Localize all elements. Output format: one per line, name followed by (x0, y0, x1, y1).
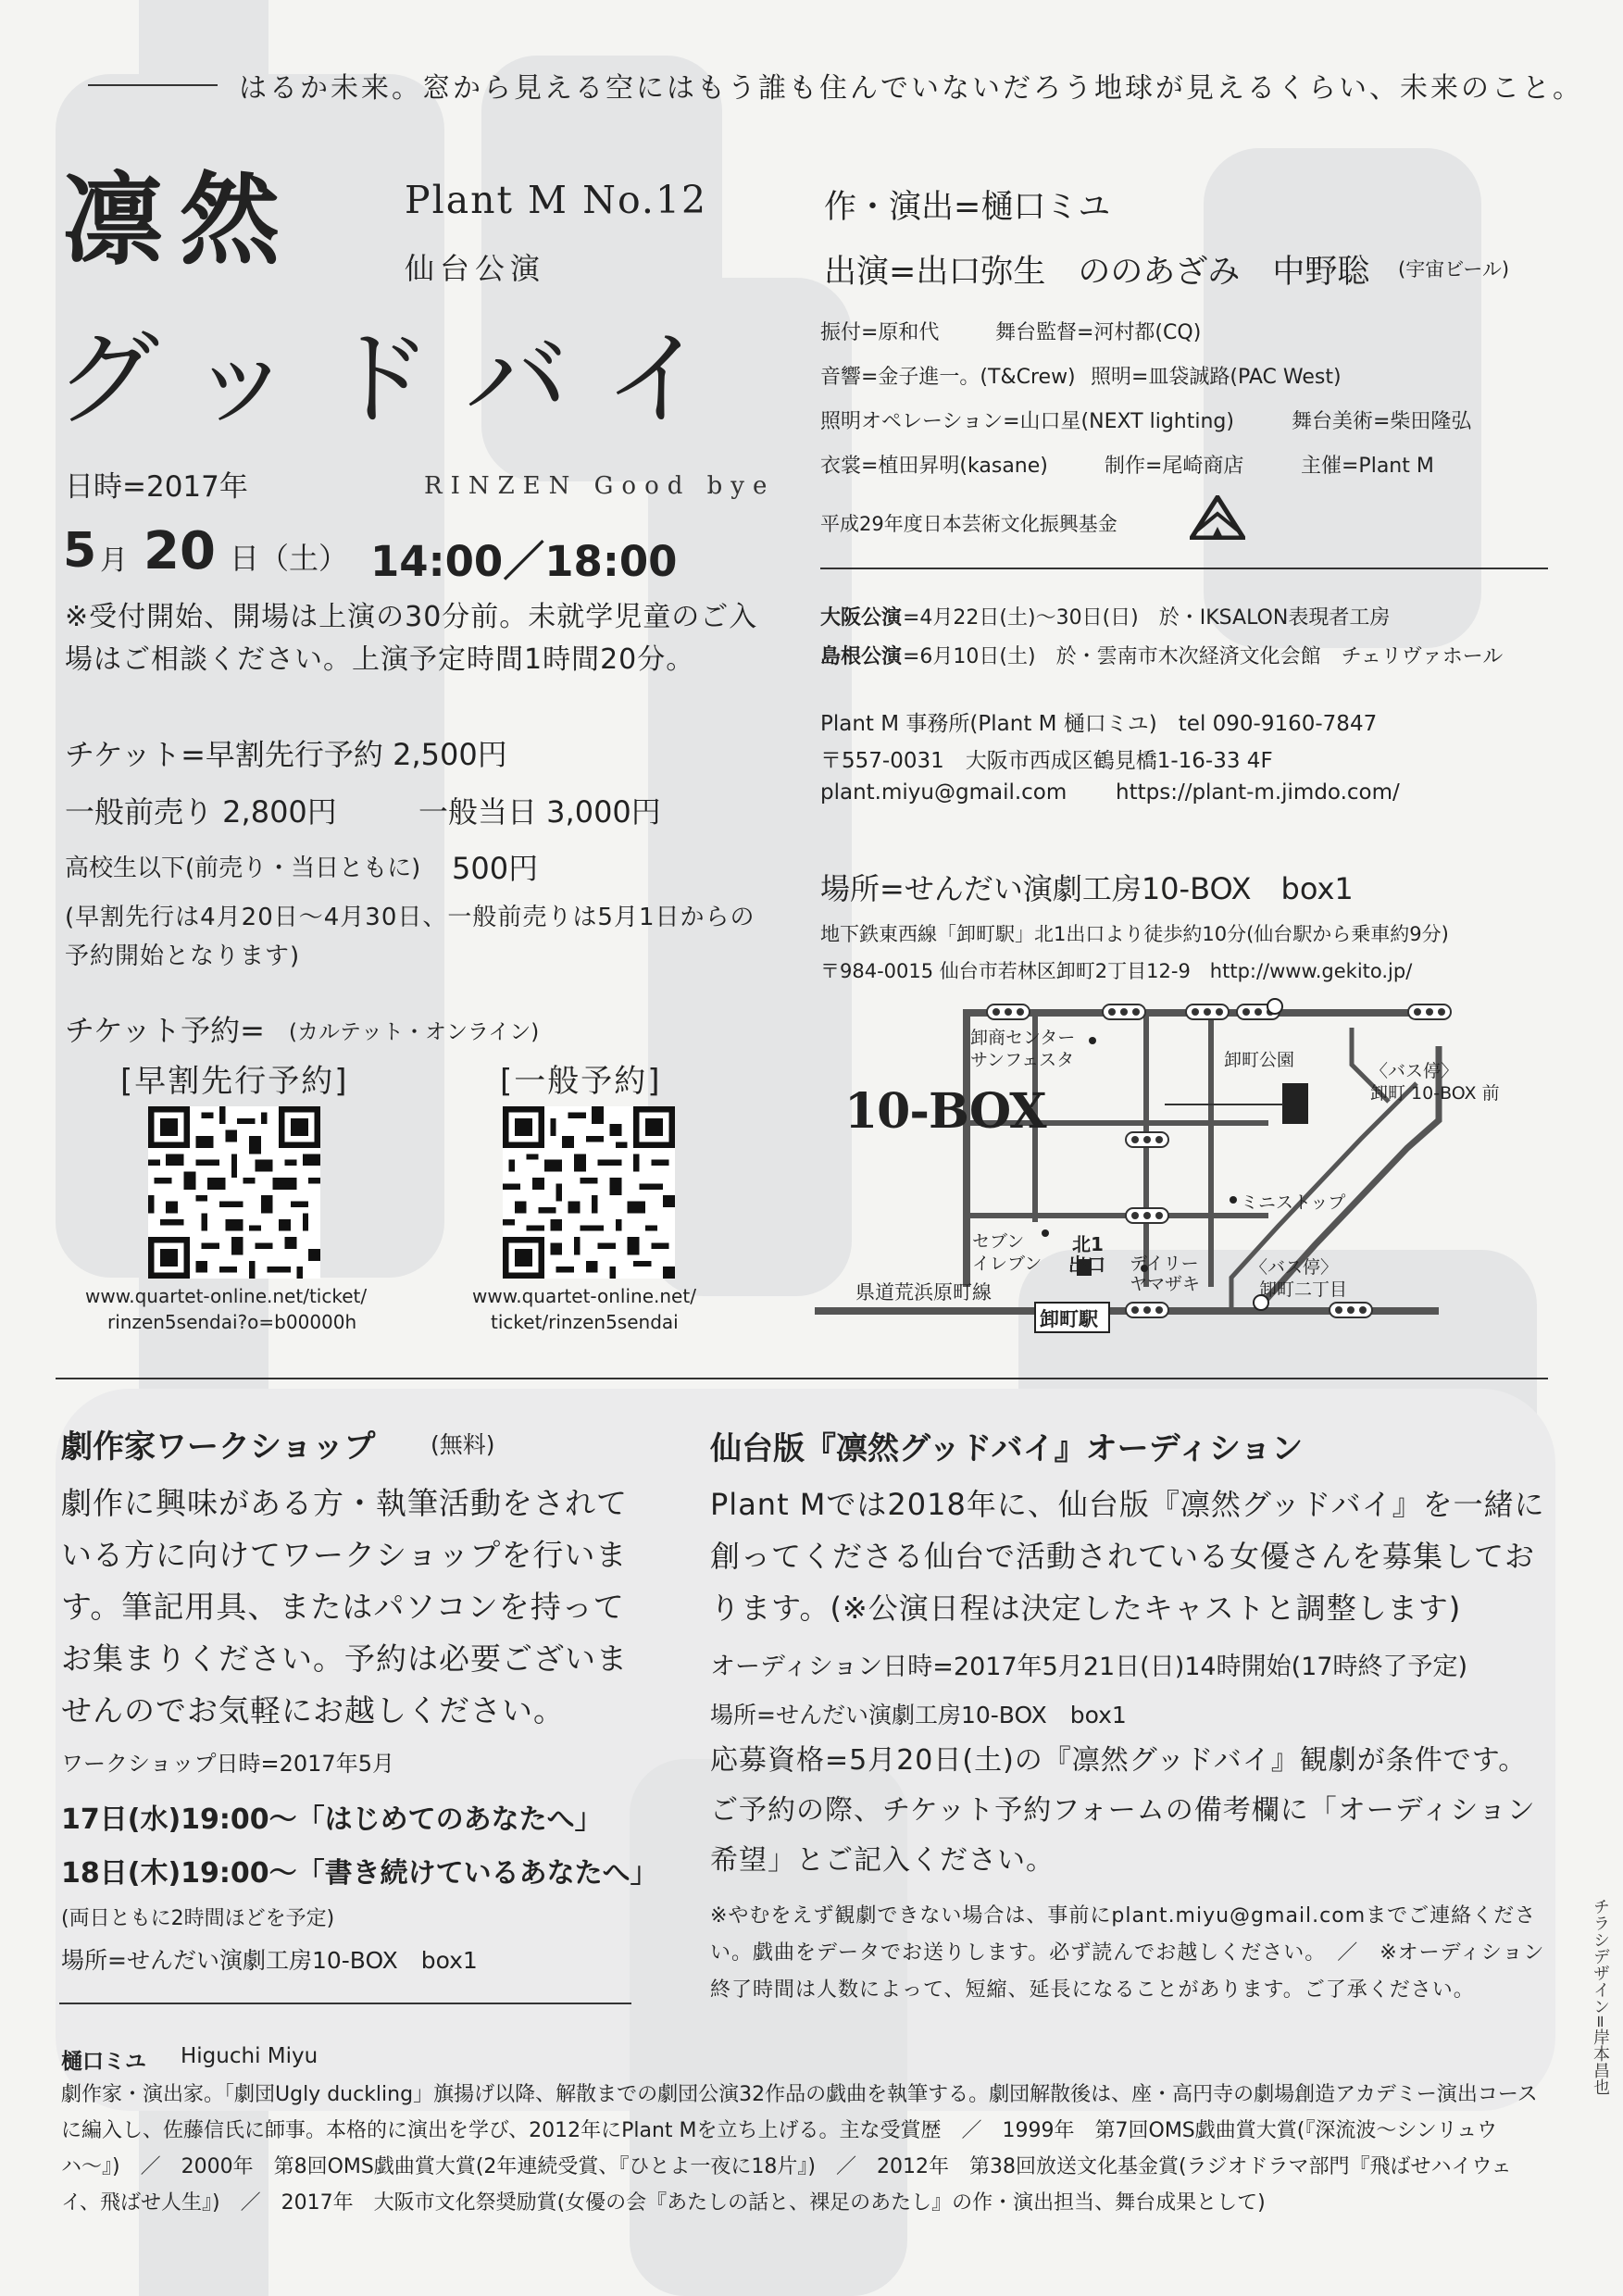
shimane-info: =6月10日(土) 於・雲南市木次経済文化会館 チェリヴァホール (903, 645, 1504, 668)
credit-stage-manager: 舞台監督=河村都(CQ) (995, 321, 1202, 344)
qr-code-early[interactable] (148, 1106, 320, 1279)
workshop-place: 場所=せんだい演劇工房10-BOX box1 (61, 1947, 478, 1974)
ticket-door: 一般当日 3,000円 (418, 794, 661, 830)
tagline: はるか未来。窓から見える空にはもう誰も住んでいないだろう地球が見えるくらい、未来のこと。 (239, 72, 1583, 105)
ticket-advance: 一般前売り 2,800円 (65, 794, 337, 830)
bg-shape (1204, 148, 1481, 648)
venue-label: 仙台公演 (405, 251, 546, 286)
map-seven1: セブン (972, 1231, 1025, 1252)
audition-date: オーディション日時=2017年5月21日(日)14時開始(17時終了予定) (710, 1653, 1468, 1681)
poi-dot (1042, 1229, 1049, 1237)
traffic-signal-icon (1125, 1207, 1169, 1224)
credit-director: 作・演出=樋口ミユ (824, 189, 1111, 226)
poi-dot (1089, 1037, 1096, 1044)
credit-sound: 音響=金子進一。(T&Crew) (820, 366, 1076, 389)
reserve-provider: (カルテット・オンライン) (289, 1020, 540, 1044)
map-exit2: 出口 (1068, 1254, 1105, 1276)
map-center2: サンフェスタ (970, 1050, 1075, 1070)
venue-building-icon (1282, 1083, 1308, 1124)
map-daily1: デイリー (1130, 1254, 1199, 1274)
traffic-signal-icon (1102, 1004, 1146, 1020)
map-road (1208, 1009, 1214, 1287)
design-credit: チラシデザイン=岸本昌也 (1591, 1898, 1610, 2096)
reserve-label: チケット予約= (65, 1013, 265, 1048)
audition-place: 場所=せんだい演劇工房10-BOX box1 (710, 1702, 1127, 1728)
date-month-unit: 月 (100, 544, 128, 577)
traffic-signal-icon (1125, 1302, 1169, 1318)
bio-name-en: Higuchi Miyu (181, 2044, 318, 2068)
traffic-signal-icon (1125, 1131, 1169, 1148)
workshop-free: (無料) (431, 1431, 495, 1458)
traffic-signal-icon (1329, 1302, 1373, 1318)
qr-code-general[interactable] (503, 1106, 675, 1279)
map-station: 卸町駅 (1040, 1308, 1098, 1330)
venue-pointer-line (1165, 1104, 1283, 1105)
credit-light-op: 照明オペレーション=山口星(NEXT lighting) (820, 410, 1234, 433)
map-road (963, 1009, 970, 1287)
schedule-note: ※受付開始、開場は上演の30分前。未就学児童のご入場はご相談ください。上演予定時間1時間20分。 (65, 601, 758, 676)
qr-icon (148, 1106, 320, 1279)
credit-stage-art: 舞台美術=柴田隆弘 (1292, 410, 1472, 433)
bio-name: 樋口ミユ (61, 2050, 146, 2074)
traffic-signal-icon (1185, 1004, 1230, 1020)
audition-requirement: 応募資格=5月20日(土)の『凛然グッドバイ』観劇が条件です。ご予約の際、チケット予約フォームの備考欄に「オーディション希望」とご記入ください。 (710, 1744, 1536, 1877)
map-daily2: ヤマザキ (1130, 1274, 1201, 1294)
title-romaji: RINZEN Good bye (424, 472, 776, 500)
osaka-info: =4月22日(土)〜30日(日) 於・IKSALON表現者工房 (903, 606, 1391, 630)
qr1-url-line1[interactable]: www.quartet-online.net/ticket/ (85, 1285, 368, 1307)
workshop-session1: 17日(水)19:00〜「はじめてのあなたへ」 (61, 1803, 603, 1836)
date-label: 日時=2017年 (65, 470, 248, 504)
venue-title: 場所=せんだい演劇工房10-BOX box1 (820, 871, 1354, 906)
map-exit1: 北1 (1072, 1233, 1104, 1255)
office-address: 〒557-0031 大阪市西成区鶴見橋1-16-33 4F (820, 749, 1273, 773)
map-road (1143, 1009, 1149, 1287)
map-bus1a: 〈バス停〉 (1370, 1061, 1459, 1081)
bus-stop-icon (1267, 998, 1283, 1015)
access-map (815, 991, 1555, 1361)
qr1-url-line2[interactable]: rinzen5sendai?o=b00000h (107, 1311, 357, 1333)
ticket-student-label: 高校生以下(前売り・当日ともに) (65, 855, 421, 882)
workshop-session2: 18日(木)19:00〜「書き続けているあなたへ」 (61, 1857, 658, 1890)
title-kanji: 凛然 (63, 162, 297, 279)
workshop-title: 劇作家ワークショップ (61, 1429, 376, 1466)
tagline-rule (88, 84, 218, 86)
qr2-label: [一般予約] (500, 1063, 662, 1100)
workshop-duration: (両日ともに2時間ほどを予定) (61, 1907, 335, 1930)
title-katakana: グッドバイ (56, 319, 743, 440)
qr-icon (503, 1106, 675, 1279)
qr1-label: [早割先行予約] (120, 1063, 349, 1100)
bio-rule (59, 2003, 631, 2004)
map-bus2a: 〈バス停〉 (1250, 1257, 1339, 1278)
credit-lighting: 照明=皿袋誠路(PAC West) (1091, 366, 1342, 389)
map-bus2b: 卸町二丁目 (1259, 1279, 1348, 1300)
arts-fund-logo-icon (1190, 495, 1245, 540)
map-ministop: ミニストップ (1241, 1192, 1346, 1213)
credit-costume: 衣裳=植田昇明(kasane) (820, 455, 1048, 478)
map-road-name: 県道荒浜原町線 (855, 1281, 992, 1304)
credit-organizer: 主催=Plant M (1301, 455, 1434, 478)
ticket-student-price: 500円 (452, 851, 539, 886)
date-day-unit: 日（土） (230, 541, 349, 576)
office-website[interactable]: https://plant-m.jimdo.com/ (1116, 780, 1400, 805)
venue-access: 地下鉄東西線「卸町駅」北1出口より徒歩約10分(仙台駅から乗車約9分) (820, 923, 1449, 945)
credit-cast-note: (宇宙ビール) (1398, 258, 1510, 281)
qr2-url-line2[interactable]: ticket/rinzen5sendai (491, 1311, 679, 1333)
workshop-body: 劇作に興味がある方・執筆活動をされている方に向けてワークショップを行います。筆記用具、またはパソコンを持ってお集まりください。予約は必要ございませんのでお気軽にお越しください。 (61, 1485, 628, 1728)
traffic-signal-icon (986, 1004, 1030, 1020)
section-rule (56, 1378, 1548, 1379)
poi-dot (1230, 1196, 1237, 1204)
map-seven2: イレブン (972, 1254, 1042, 1274)
audition-title: 仙台版『凛然グッドバイ』オーディション (710, 1430, 1304, 1467)
map-10box-logo: 10-BOX (844, 1083, 1046, 1140)
bio-text: 劇作家・演出家。「劇団Ugly duckling」旗揚げ以降、解散までの劇団公演32作品の戯曲を執筆する。劇団解散後は、座・高円寺の劇場創造アカデミー演出コースに編入し、佐藤信氏に師事。本格的に演出を学び、2012年にPlant Mを立ち上げる。主な受賞歴 ／ 1999年 第7回OMS戯曲賞大賞(『深流波〜シンリュウハ〜』) ／ 2000年 第8回OMS戯曲賞大賞(2年連続受賞、『ひとよ一夜に18片』) ／ 2012年 第38回放送文化基金賞(ラジオドラマ部門『飛ばせハイウェイ、飛ばせ人生』) ／ 2017年 大阪市文化祭奨励賞(女優の会『あたしの話と、裸足のあたし』の作・演出担当、舞台成果として) (61, 2083, 1538, 2215)
ticket-period-note: (早割先行は4月20日〜4月30日、一般前売りは5月1日からの予約開始となります) (65, 904, 755, 970)
credits-rule (820, 568, 1548, 569)
credit-cast: 出演=出口弥生 ののあざみ 中野聡 (824, 254, 1370, 291)
credit-production: 制作=尾崎商店 (1105, 455, 1244, 478)
map-park: 卸町公園 (1224, 1050, 1295, 1070)
venue-address[interactable]: 〒984-0015 仙台市若林区卸町2丁目12-9 http://www.gekito.jp/ (820, 960, 1413, 982)
credit-choreo: 振付=原和代 (820, 321, 940, 344)
office-name-tel: Plant M 事務所(Plant M 樋口ミユ) tel 090-9160-7847 (820, 712, 1378, 736)
credit-grant: 平成29年度日本芸術文化振興基金 (820, 513, 1117, 535)
date-day: 20 (144, 521, 216, 581)
qr2-url-line1[interactable]: www.quartet-online.net/ (472, 1285, 696, 1307)
audition-body: Plant Mでは2018年に、仙台版『凛然グッドバイ』を一緒に創ってくださる仙台で活動されている女優さんを募集しております。(※公演日程は決定したキャストと調整します) (710, 1487, 1545, 1626)
audition-note: ※やむをえず観劇できない場合は、事前にplant.miyu@gmail.comまでご連絡ください。戯曲をデータでお送りします。必ず読んでお越しください。 ／ ※オーディション終了時間は人数によって、短縮、延長になることがあります。ご了承ください。 (710, 1904, 1545, 2002)
series-label: Plant M No.12 (405, 178, 708, 222)
show-times: 14:00／18:00 (370, 537, 678, 586)
date-month: 5 (63, 523, 97, 579)
osaka-label: 大阪公演 (820, 606, 903, 630)
map-center1: 卸商センター (970, 1028, 1076, 1048)
map-bus1b: 卸町 10-BOX 前 (1370, 1083, 1500, 1104)
shimane-label: 島根公演 (820, 645, 903, 668)
ticket-early: チケット=早割先行予約 2,500円 (65, 737, 507, 772)
office-email[interactable]: plant.miyu@gmail.com (820, 780, 1067, 805)
workshop-date-label: ワークショップ日時=2017年5月 (61, 1751, 394, 1777)
traffic-signal-icon (1407, 1004, 1452, 1020)
